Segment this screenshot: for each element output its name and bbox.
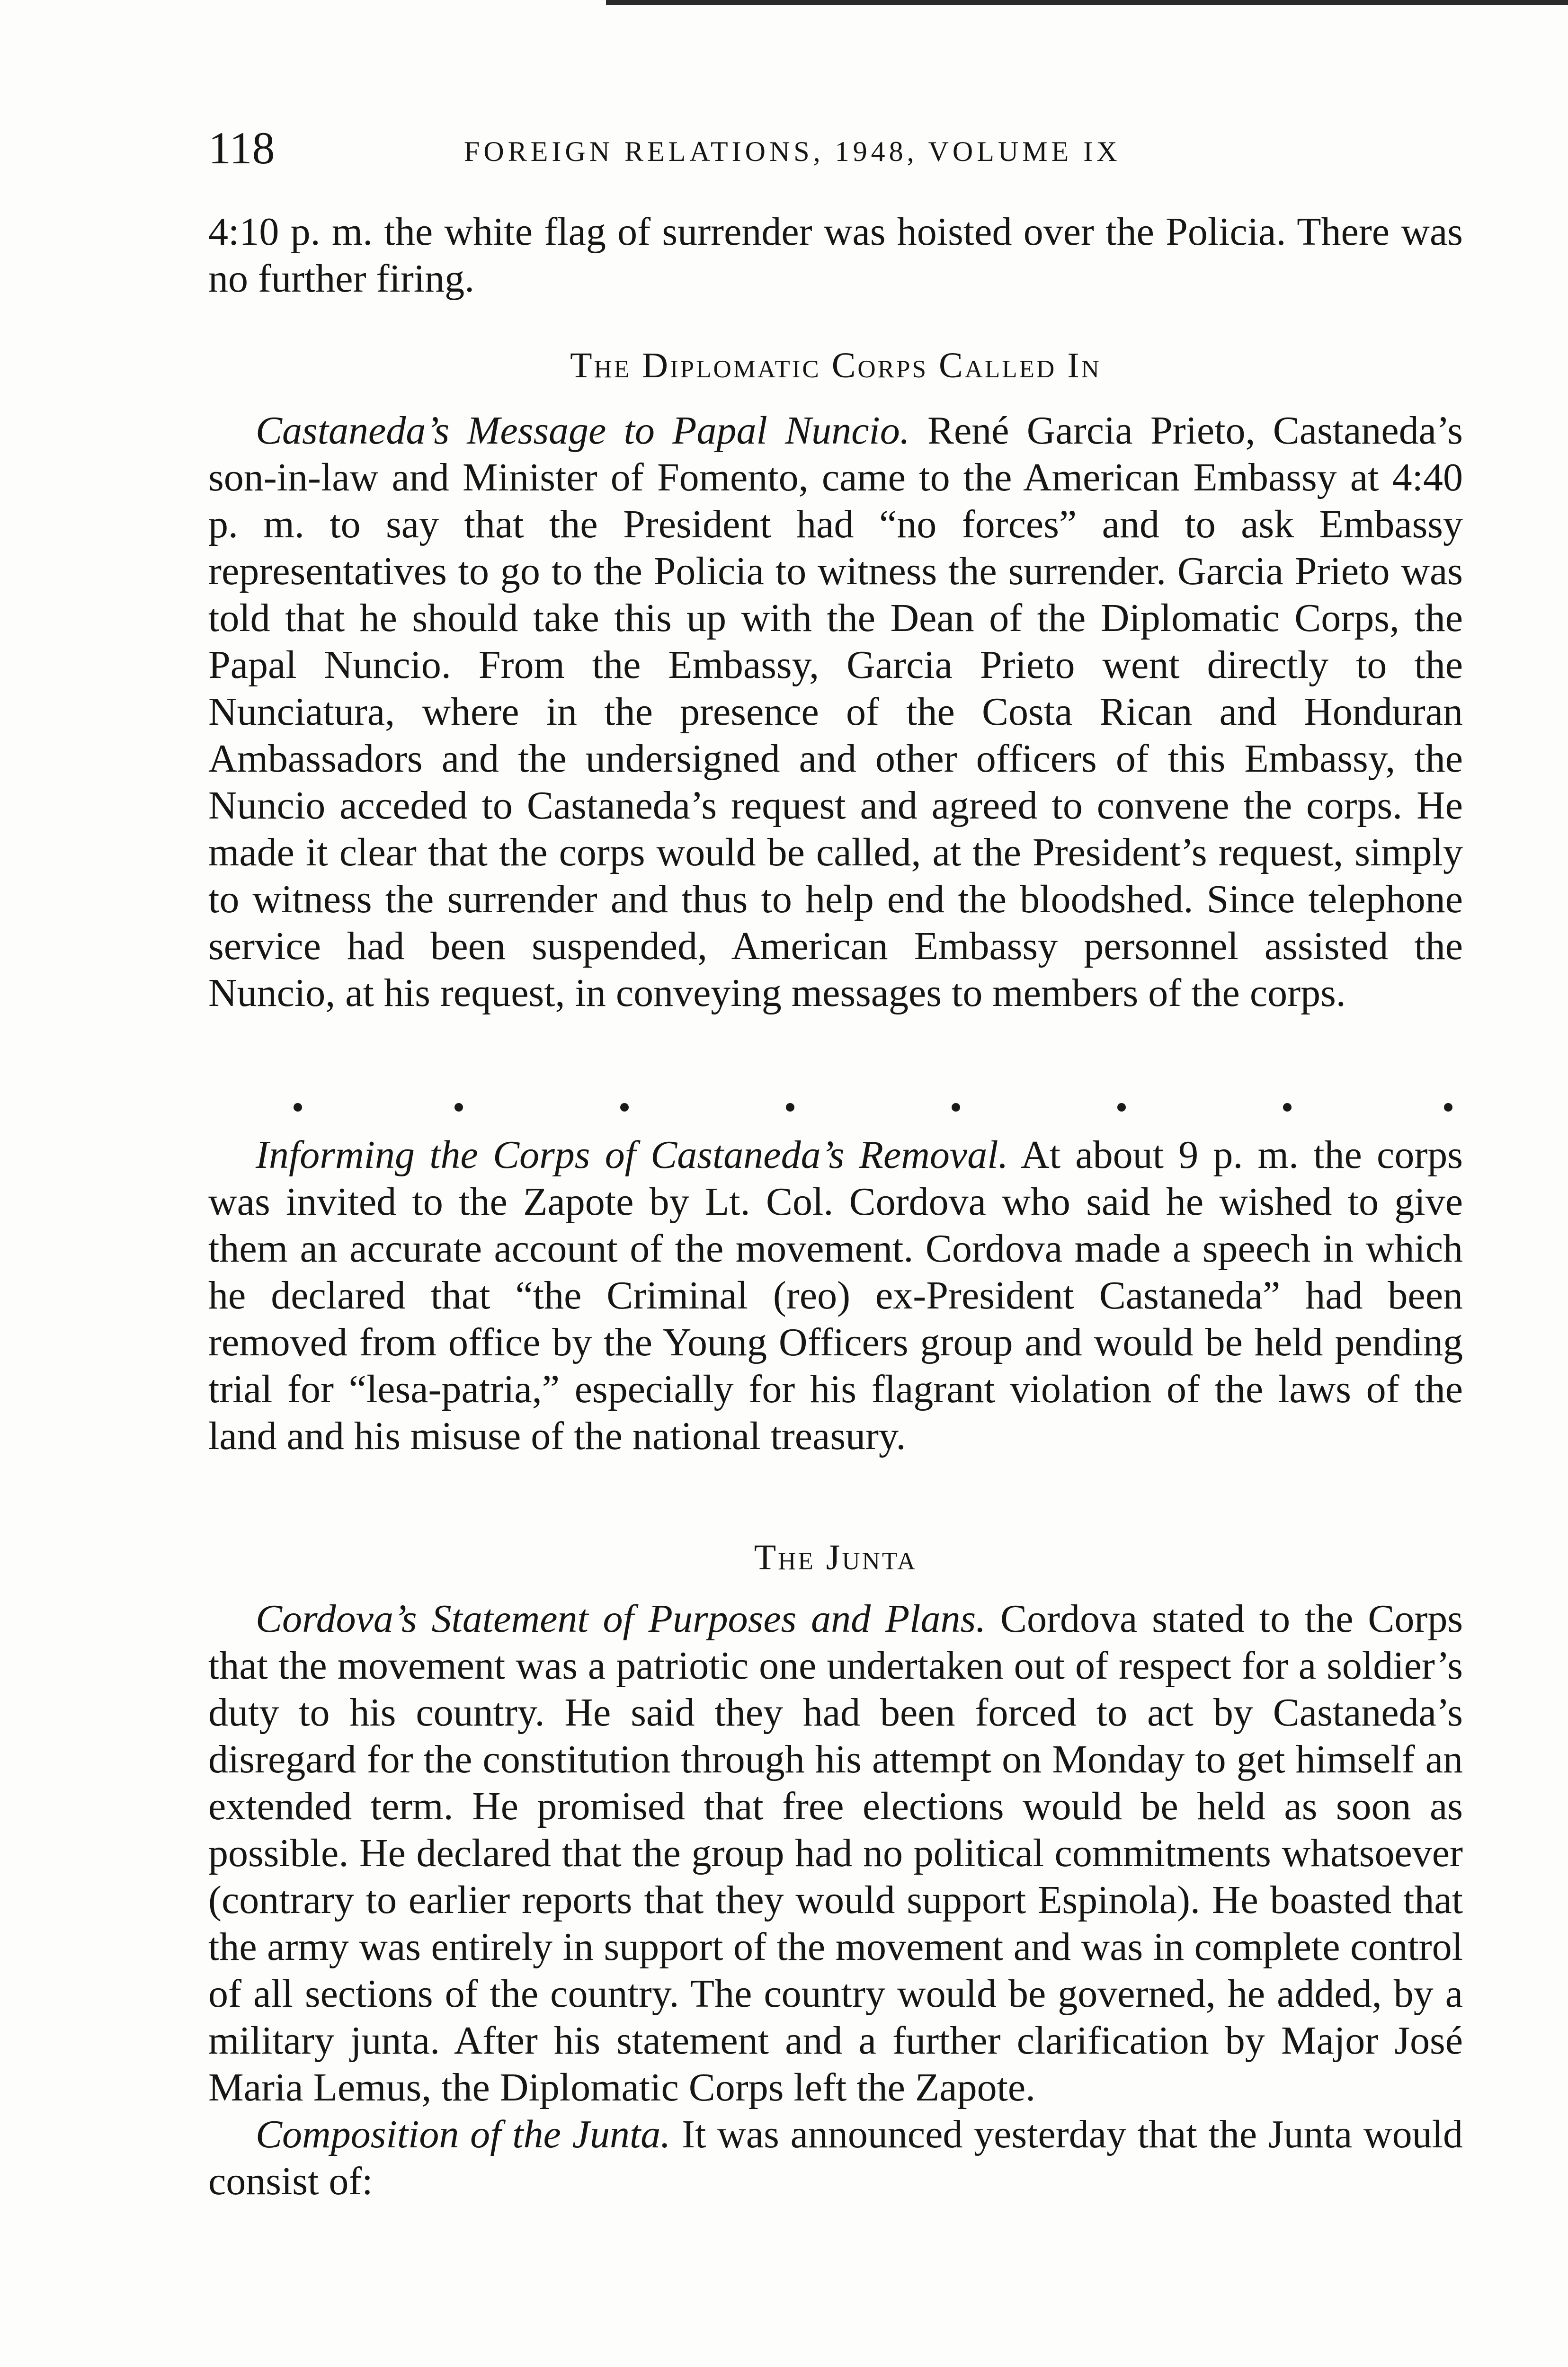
continuation-paragraph: 4:10 p. m. the white flag of surrender was hoisted over the Policia. There was no further firing. — [208, 210, 1463, 301]
paragraph-junta-composition — [208, 2111, 1463, 2205]
paragraph-run-in-title: Informing the Corps of Castaneda’s Removal. — [256, 1133, 1008, 1177]
ellipsis-separator — [208, 1089, 1463, 1127]
paragraph-cordova-statement — [208, 1595, 1463, 2111]
continuation-block — [208, 208, 1463, 302]
ellipsis-dot — [454, 1103, 463, 1112]
paragraph-run-in-title: Composition of the Junta. — [256, 2112, 671, 2156]
paragraph-run-in-title: Castaneda’s Message to Papal Nuncio. — [256, 409, 910, 453]
page-number: 118 — [208, 123, 275, 173]
section-diplomatic-corps-text — [208, 407, 1463, 1016]
paragraph-body: It was announced yesterday that the Junta would consist of: — [208, 2112, 1463, 2203]
ellipsis-dot — [1117, 1103, 1126, 1112]
section-removal-text — [208, 1131, 1463, 1459]
ellipsis-dot — [620, 1103, 629, 1112]
ellipsis-dot — [952, 1103, 960, 1112]
paragraph-informing-corps — [208, 1131, 1463, 1459]
ellipsis-dot — [1283, 1103, 1292, 1112]
paragraph-body: Cordova stated to the Corps that the movement was a patriotic one undertaken out of respect for a soldier’s duty to his country. He said they had been forced to act by Castaneda’s disregard for the constitution through his attempt on Monday to get himself an extended term. He promised that free elections would be held as soon as possible. He declared that the group had no political commitments whatsoever (contrary to earlier reports that they would support Espinola). He boasted that the army was entirely in support of the movement and was in complete control of all sections of the country. The country would be governed, he added, by a military junta. After his statement and a further clarification by Major José Maria Lemus, the Diplomatic Corps left the Zapote. — [208, 1597, 1463, 2109]
section-heading-junta: The Junta — [754, 1538, 918, 1577]
section-heading-diplomatic-corps: The Diplomatic Corps Called In — [570, 346, 1101, 385]
page-header-title: FOREIGN RELATIONS, 1948, VOLUME IX — [464, 136, 1121, 167]
running-head — [208, 122, 1463, 174]
paragraph-body: René Garcia Prieto, Castaneda’s son-in-law and Minister of Fomento, came to the American Embassy at 4:40 p. m. to say that the President had “no forces” and to ask Embassy representatives to go to the Policia to witness the surrender. Garcia Prieto was told that he should take this up with the Dean of the Diplomatic Corps, the Papal Nuncio. From the Embassy, Garcia Prieto went directly to the Nunciatura, where in the presence of the Costa Rican and Honduran Ambassadors and the undersigned and other officers of this Embassy, the Nuncio acceded to Castaneda’s request and agreed to convene the corps. He made it clear that the corps would be called, at the President’s request, simply to witness the surrender and thus to help end the bloodshed. Since telephone service had been suspended, American Embassy personnel assisted the Nuncio, at his request, in conveying messages to members of the corps. — [208, 409, 1463, 1015]
paragraph-castaneda-message — [208, 407, 1463, 1016]
paragraph-body: At about 9 p. m. the corps was invited to the Zapote by Lt. Col. Cordova who said he wished to give them an accurate account of the movement. Cordova made a speech in which he declared that “the Criminal (reo) ex-President Castaneda” had been removed from office by the Young Officers group and would be held pending trial for “lesa-patria,” especially for his flagrant violation of the laws of the land and his misuse of the national treasury. — [208, 1133, 1463, 1458]
ellipsis-dot — [1444, 1103, 1452, 1112]
top-edge-rule — [606, 0, 1568, 5]
ellipsis-dot — [294, 1103, 302, 1112]
paragraph-run-in-title: Cordova’s Statement of Purposes and Plans. — [256, 1597, 986, 1641]
section-junta-text — [208, 1595, 1463, 2205]
ellipsis-dot — [786, 1103, 794, 1112]
